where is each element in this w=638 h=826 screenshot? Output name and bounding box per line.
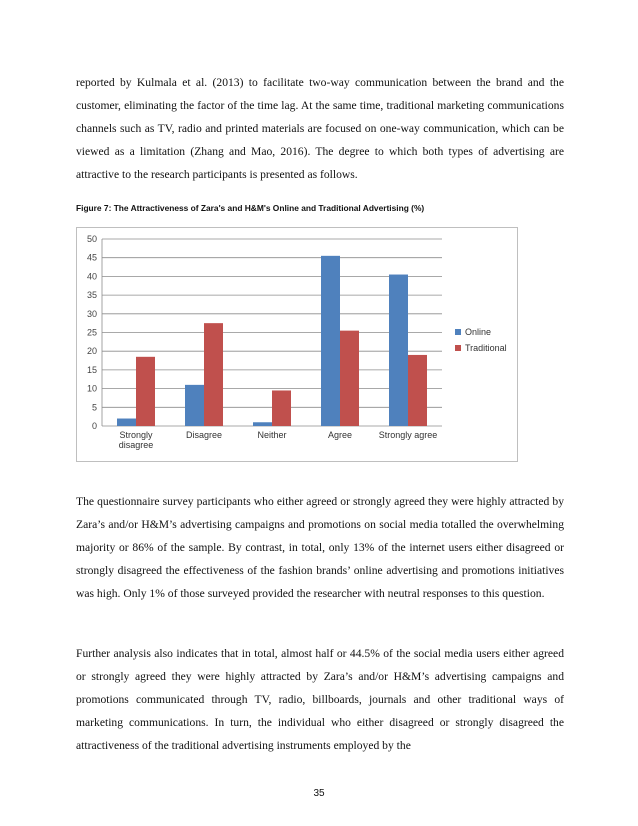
bar-online (117, 419, 136, 426)
bar-traditional (408, 355, 427, 426)
figure-caption: Figure 7: The Attractiveness of Zara's and H&M's Online and Traditional Advertising (%) (76, 203, 425, 213)
legend-label: Online (465, 327, 492, 337)
paragraph-online-results: The questionnaire survey participants who either agreed or strongly agreed they were highly attracted by Zara’s and/or H&M’s advertising campaigns and promotions on social media totalled the overwhelming majority or 86% of the sample. By contrast, in total, only 13% of the internet users either disagreed or strongly disagreed the effectiveness of the fashion brands’ online advertising and promotions initiatives was high. Only 1% of those surveyed provided the researcher with neutral responses to this question. (76, 495, 564, 600)
bar-traditional (136, 357, 155, 426)
x-tick-label: disagree (118, 440, 154, 450)
legend-swatch-traditional (455, 345, 461, 351)
x-tick-label: Neither (257, 430, 287, 440)
paragraph-intro: reported by Kulmala et al. (2013) to facilitate two-way communication between the brand and the customer, eliminating the factor of the time lag. At the same time, traditional marketing communications channels such as TV, radio and printed materials are focused on one-way communication, which can be viewed as a limitation (Zhang and Mao, 2016). The degree to which both types of advertising are attractive to the research participants is presented as follows. (76, 76, 564, 181)
y-tick-label: 25 (86, 327, 97, 338)
paragraph-traditional-results: Further analysis also indicates that in total, almost half or 44.5% of the social media users either agreed or strongly agreed they were highly attracted by Zara’s and/or H&M’s advertising campaigns and promotions communicated through TV, radio, billboards, journals and other traditional ways of marketing communications. In turn, the individual who either disagreed or strongly disagreed the attractiveness of the traditional advertising instruments employed by the (76, 647, 564, 752)
bar-traditional (204, 323, 223, 426)
x-tick-label: Agree (327, 430, 353, 440)
page-number: 35 (313, 788, 325, 799)
bar-online (321, 256, 340, 426)
bar-chart (77, 228, 519, 463)
y-tick-label: 40 (86, 271, 97, 282)
bar-traditional (340, 331, 359, 426)
x-tick-label: Strongly (119, 430, 153, 440)
y-tick-label: 5 (91, 402, 97, 413)
legend-swatch-online (455, 329, 461, 335)
y-tick-label: 0 (91, 421, 97, 431)
y-tick-label: 45 (86, 252, 97, 263)
bar-traditional (272, 390, 291, 426)
y-tick-label: 10 (86, 383, 97, 394)
legend-label: Traditional (465, 343, 507, 353)
bar-online (389, 275, 408, 426)
x-tick-label: Disagree (185, 430, 223, 440)
x-tick-label: Strongly agree (378, 430, 438, 440)
y-tick-label: 35 (86, 290, 97, 301)
y-tick-label: 15 (86, 364, 97, 375)
bar-online (253, 422, 272, 426)
y-tick-label: 20 (86, 346, 97, 357)
y-tick-label: 30 (86, 308, 97, 319)
y-tick-label: 50 (86, 234, 97, 244)
chart-container (76, 227, 518, 462)
bar-online (185, 385, 204, 426)
